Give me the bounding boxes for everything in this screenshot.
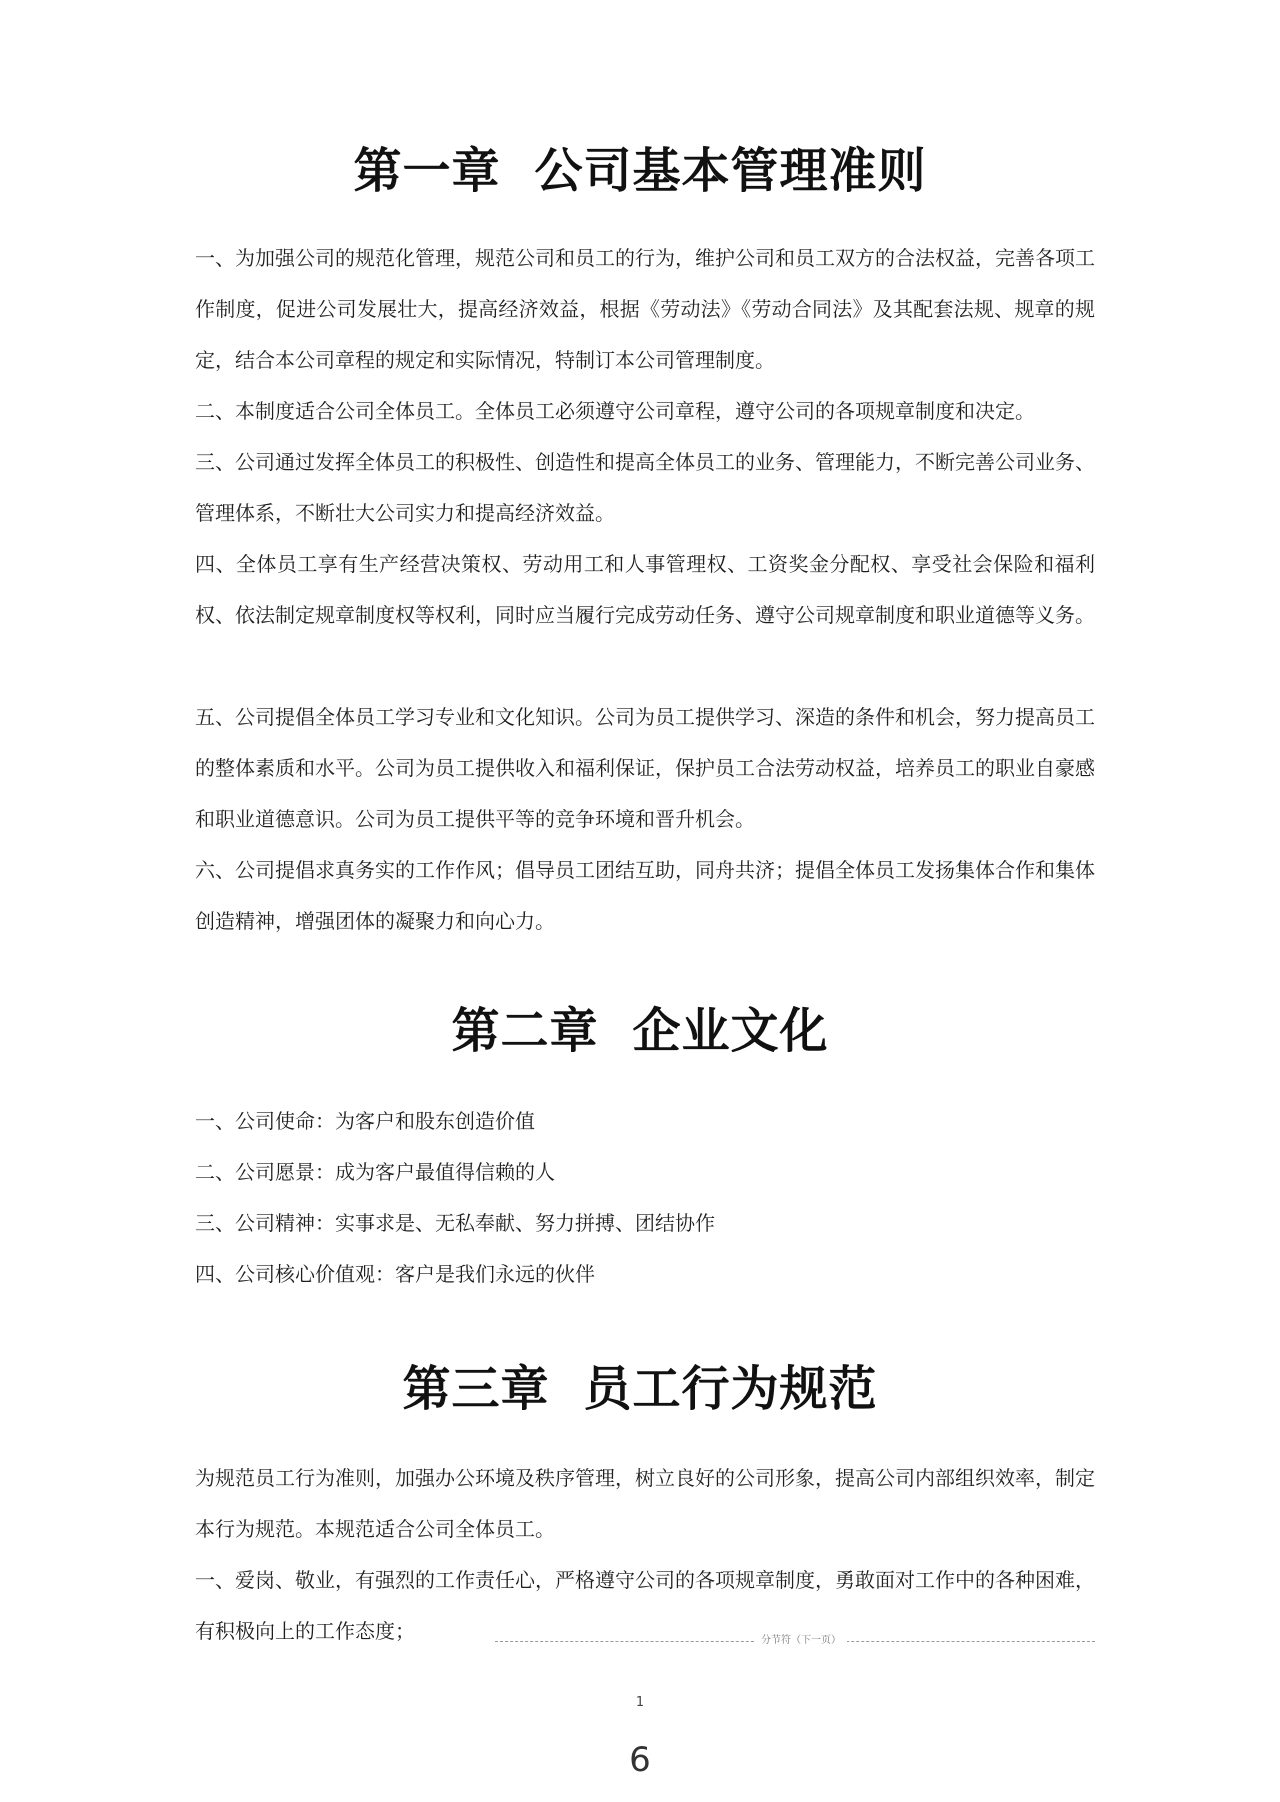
chapter-2-item: 二、公司愿景：成为客户最值得信赖的人 [195, 1160, 555, 1184]
chapter-1-paragraph: 三、公司通过发挥全体员工的积极性、创造性和提高全体员工的业务、管理能力，不断完善公司业务、管理体系，不断壮大公司实力和提高经济效益。 [195, 450, 1095, 525]
chapter-1-number: 第一章 [353, 143, 501, 199]
sheet-number: 6 [629, 1740, 651, 1780]
chapter-1-name: 公司基本管理准则 [534, 143, 927, 199]
chapter-1-paragraph: 六、公司提倡求真务实的工作作风；倡导员工团结互助，同舟共济；提倡全体员工发扬集体合作和集体创造精神，增强团体的凝聚力和向心力。 [195, 858, 1095, 933]
chapter-2-item: 一、公司使命：为客户和股东创造价值 [195, 1109, 535, 1133]
section-break-marker [495, 1632, 1095, 1652]
section-break-label: 分节符（下一页） [755, 1632, 847, 1650]
chapter-1-paragraph: 五、公司提倡全体员工学习专业和文化知识。公司为员工提供学习、深造的条件和机会，努力提高员工的整体素质和水平。公司为员工提供收入和福利保证，保护员工合法劳动权益，培养员工的职业自豪感和职业道德意识。公司为员工提供平等的竞争环境和晋升机会。 [195, 705, 1095, 831]
chapter-1-paragraph: 二、本制度适合公司全体员工。全体员工必须遵守公司章程，遵守公司的各项规章制度和决定。 [195, 399, 1035, 423]
chapter-2-title [0, 992, 1280, 1061]
chapter-1-paragraph: 四、全体员工享有生产经营决策权、劳动用工和人事管理权、工资奖金分配权、享受社会保险和福利权、依法制定规章制度权等权利，同时应当履行完成劳动任务、遵守公司规章制度和职业道德等义务。 [195, 552, 1095, 627]
chapter-2-name: 企业文化 [632, 1003, 829, 1059]
chapter-2-item: 四、公司核心价值观：客户是我们永远的伙伴 [195, 1262, 595, 1286]
chapter-2-number: 第二章 [451, 1003, 599, 1059]
chapter-1-title [0, 132, 1280, 201]
chapter-3-paragraph: 为规范员工行为准则，加强办公环境及秩序管理，树立良好的公司形象，提高公司内部组织效率，制定本行为规范。本规范适合公司全体员工。 [195, 1466, 1095, 1541]
chapter-1-paragraph: 一、为加强公司的规范化管理，规范公司和员工的行为，维护公司和员工双方的合法权益，完善各项工作制度，促进公司发展壮大，提高经济效益，根据《劳动法》《劳动合同法》及其配套法规、规章的规定，结合本公司章程的规定和实际情况，特制订本公司管理制度。 [195, 246, 1095, 372]
chapter-3-name: 员工行为规范 [583, 1361, 878, 1417]
page-number: 1 [635, 1695, 645, 1710]
chapter-3-title [0, 1350, 1280, 1419]
chapter-3-paragraph: 一、爱岗、敬业，有强烈的工作责任心，严格遵守公司的各项规章制度，勇敢面对工作中的各种困难，有积极向上的工作态度； [195, 1568, 1095, 1643]
chapter-2-item: 三、公司精神：实事求是、无私奉献、努力拼搏、团结协作 [195, 1211, 715, 1235]
chapter-3-number: 第三章 [402, 1361, 550, 1417]
